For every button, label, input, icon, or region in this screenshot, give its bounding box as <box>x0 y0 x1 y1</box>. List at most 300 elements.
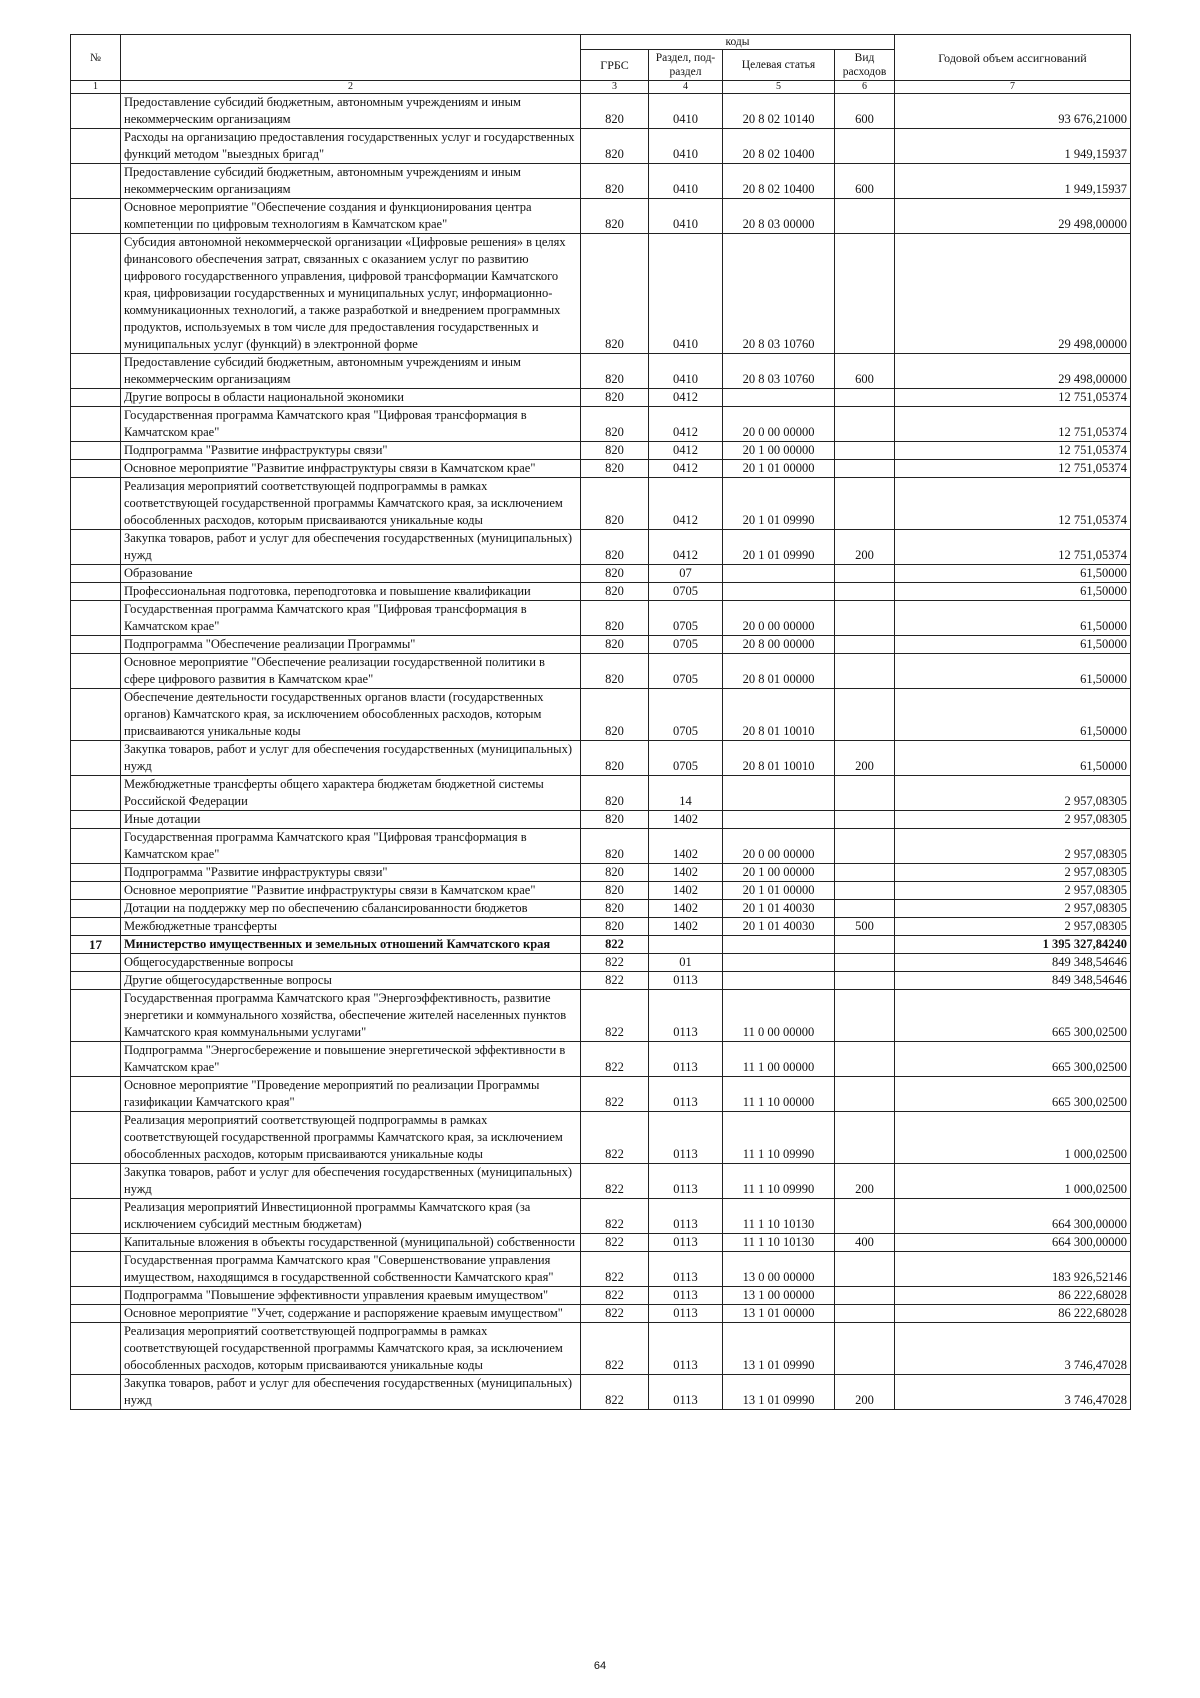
row-section: 07 <box>649 565 723 583</box>
row-target <box>723 389 835 407</box>
row-section: 0705 <box>649 583 723 601</box>
row-target: 11 1 10 10130 <box>723 1199 835 1234</box>
header-section: Раздел, под-раздел <box>649 50 723 81</box>
header-target: Целевая статья <box>723 50 835 81</box>
row-kind: 600 <box>835 164 895 199</box>
row-section: 0113 <box>649 972 723 990</box>
row-section: 0113 <box>649 1305 723 1323</box>
table-row <box>71 389 1131 407</box>
row-target <box>723 954 835 972</box>
row-number <box>71 164 121 199</box>
row-name: Закупка товаров, работ и услуг для обеспечения государственных (муниципальных) нужд <box>121 1164 581 1199</box>
row-kind <box>835 199 895 234</box>
row-kind <box>835 234 895 354</box>
row-section: 0410 <box>649 129 723 164</box>
table-row <box>71 1199 1131 1234</box>
row-name: Закупка товаров, работ и услуг для обеспечения государственных (муниципальных) нужд <box>121 1375 581 1410</box>
row-amount: 12 751,05374 <box>895 460 1131 478</box>
row-kind <box>835 972 895 990</box>
row-number <box>71 129 121 164</box>
header-num: № <box>71 35 121 81</box>
row-grbs: 820 <box>581 164 649 199</box>
table-row <box>71 442 1131 460</box>
row-name: Подпрограмма "Повышение эффективности управления краевым имуществом" <box>121 1287 581 1305</box>
table-row <box>71 1164 1131 1199</box>
table-row <box>71 636 1131 654</box>
row-kind: 200 <box>835 1375 895 1410</box>
row-section: 0705 <box>649 741 723 776</box>
row-target: 20 1 01 09990 <box>723 530 835 565</box>
row-grbs: 820 <box>581 407 649 442</box>
row-section: 0113 <box>649 1199 723 1234</box>
column-index-row <box>71 81 1131 94</box>
row-name: Подпрограмма "Развитие инфраструктуры связи" <box>121 442 581 460</box>
row-name: Предоставление субсидий бюджетным, автономным учреждениям и иным некоммерческим организациям <box>121 164 581 199</box>
row-grbs: 822 <box>581 1305 649 1323</box>
row-number <box>71 407 121 442</box>
row-kind <box>835 689 895 741</box>
row-name: Основное мероприятие "Развитие инфраструктуры связи в Камчатском крае" <box>121 882 581 900</box>
row-amount: 61,50000 <box>895 583 1131 601</box>
row-number <box>71 1375 121 1410</box>
budget-table <box>70 34 1131 1410</box>
row-target: 20 8 00 00000 <box>723 636 835 654</box>
row-target: 20 8 01 10010 <box>723 689 835 741</box>
row-target: 11 1 10 00000 <box>723 1077 835 1112</box>
row-number <box>71 1112 121 1164</box>
table-row <box>71 478 1131 530</box>
row-amount: 61,50000 <box>895 636 1131 654</box>
row-name: Предоставление субсидий бюджетным, автономным учреждениям и иным некоммерческим организациям <box>121 354 581 389</box>
row-target: 20 8 02 10140 <box>723 94 835 129</box>
row-grbs: 822 <box>581 1234 649 1252</box>
row-target <box>723 565 835 583</box>
row-kind <box>835 829 895 864</box>
row-amount: 61,50000 <box>895 601 1131 636</box>
row-amount: 61,50000 <box>895 654 1131 689</box>
row-name: Реализация мероприятий соответствующей подпрограммы в рамках соответствующей государственной программы Камчатского края, за исключением обособленных расходов, которым присваиваются уникальные коды <box>121 1323 581 1375</box>
table-row <box>71 199 1131 234</box>
column-index: 3 <box>581 81 649 94</box>
table-row <box>71 1375 1131 1410</box>
row-kind <box>835 1287 895 1305</box>
row-grbs: 820 <box>581 601 649 636</box>
row-number <box>71 954 121 972</box>
row-number <box>71 1164 121 1199</box>
row-name: Министерство имущественных и земельных отношений Камчатского края <box>121 936 581 954</box>
row-number <box>71 1077 121 1112</box>
row-section: 0412 <box>649 460 723 478</box>
row-number <box>71 1199 121 1234</box>
row-target <box>723 936 835 954</box>
row-amount: 86 222,68028 <box>895 1287 1131 1305</box>
row-name: Основное мероприятие "Развитие инфраструктуры связи в Камчатском крае" <box>121 460 581 478</box>
row-grbs: 820 <box>581 565 649 583</box>
table-row <box>71 234 1131 354</box>
row-amount: 849 348,54646 <box>895 954 1131 972</box>
table-row <box>71 164 1131 199</box>
row-number <box>71 460 121 478</box>
row-kind <box>835 389 895 407</box>
row-number <box>71 1042 121 1077</box>
row-amount: 12 751,05374 <box>895 530 1131 565</box>
row-target: 11 0 00 00000 <box>723 990 835 1042</box>
row-number <box>71 918 121 936</box>
row-number <box>71 530 121 565</box>
row-section: 14 <box>649 776 723 811</box>
row-kind <box>835 1077 895 1112</box>
row-number <box>71 1252 121 1287</box>
row-name: Государственная программа Камчатского края "Цифровая трансформация в Камчатском крае" <box>121 601 581 636</box>
row-target: 20 8 01 00000 <box>723 654 835 689</box>
row-amount: 12 751,05374 <box>895 478 1131 530</box>
row-target: 13 1 01 00000 <box>723 1305 835 1323</box>
row-section: 1402 <box>649 900 723 918</box>
table-row <box>71 741 1131 776</box>
row-section: 0412 <box>649 389 723 407</box>
row-kind: 200 <box>835 741 895 776</box>
table-row <box>71 900 1131 918</box>
table-row <box>71 918 1131 936</box>
row-grbs: 820 <box>581 900 649 918</box>
row-kind <box>835 1252 895 1287</box>
row-number <box>71 442 121 460</box>
row-grbs: 820 <box>581 234 649 354</box>
table-row <box>71 1323 1131 1375</box>
row-kind <box>835 900 895 918</box>
table-row <box>71 936 1131 954</box>
row-name: Другие общегосударственные вопросы <box>121 972 581 990</box>
row-grbs: 820 <box>581 94 649 129</box>
row-section: 1402 <box>649 829 723 864</box>
row-amount: 2 957,08305 <box>895 811 1131 829</box>
row-name: Реализация мероприятий Инвестиционной программы Камчатского края (за исключением субсидий местным бюджетам) <box>121 1199 581 1234</box>
row-amount: 183 926,52146 <box>895 1252 1131 1287</box>
table-row <box>71 460 1131 478</box>
row-section: 0412 <box>649 442 723 460</box>
row-number <box>71 900 121 918</box>
row-target: 13 0 00 00000 <box>723 1252 835 1287</box>
row-kind: 200 <box>835 530 895 565</box>
row-kind: 600 <box>835 354 895 389</box>
row-amount: 12 751,05374 <box>895 407 1131 442</box>
row-kind <box>835 601 895 636</box>
row-number <box>71 1305 121 1323</box>
row-kind <box>835 990 895 1042</box>
header-annual: Годовой объем ассигнований <box>895 35 1131 81</box>
row-kind <box>835 1112 895 1164</box>
row-amount: 1 949,15937 <box>895 129 1131 164</box>
table-row <box>71 654 1131 689</box>
row-section: 0410 <box>649 354 723 389</box>
row-section: 0113 <box>649 1287 723 1305</box>
header-row <box>71 35 1131 50</box>
row-amount: 12 751,05374 <box>895 389 1131 407</box>
row-amount: 664 300,00000 <box>895 1234 1131 1252</box>
row-kind <box>835 1323 895 1375</box>
column-index: 7 <box>895 81 1131 94</box>
row-target: 20 1 01 09990 <box>723 478 835 530</box>
row-kind <box>835 954 895 972</box>
row-section: 0705 <box>649 601 723 636</box>
row-target: 20 8 03 10760 <box>723 234 835 354</box>
row-number <box>71 354 121 389</box>
row-kind <box>835 776 895 811</box>
row-grbs: 822 <box>581 1042 649 1077</box>
row-target: 11 1 00 00000 <box>723 1042 835 1077</box>
row-name: Реализация мероприятий соответствующей подпрограммы в рамках соответствующей государственной программы Камчатского края, за исключением обособленных расходов, которым присваиваются уникальные коды <box>121 478 581 530</box>
row-name: Государственная программа Камчатского края "Цифровая трансформация в Камчатском крае" <box>121 829 581 864</box>
row-amount: 665 300,02500 <box>895 1042 1131 1077</box>
row-section: 0412 <box>649 407 723 442</box>
row-grbs: 822 <box>581 954 649 972</box>
row-number <box>71 972 121 990</box>
table-row <box>71 565 1131 583</box>
row-target: 20 1 01 00000 <box>723 882 835 900</box>
row-target: 20 1 00 00000 <box>723 864 835 882</box>
row-grbs: 820 <box>581 636 649 654</box>
row-grbs: 822 <box>581 1112 649 1164</box>
table-row <box>71 1287 1131 1305</box>
row-kind: 600 <box>835 94 895 129</box>
row-amount: 3 746,47028 <box>895 1323 1131 1375</box>
row-number <box>71 1323 121 1375</box>
header-codes: коды <box>581 35 895 50</box>
row-section: 0410 <box>649 164 723 199</box>
header-grbs: ГРБС <box>581 50 649 81</box>
row-name: Профессиональная подготовка, переподготовка и повышение квалификации <box>121 583 581 601</box>
row-grbs: 820 <box>581 478 649 530</box>
row-amount: 61,50000 <box>895 689 1131 741</box>
table-row <box>71 954 1131 972</box>
row-section: 0113 <box>649 1375 723 1410</box>
row-number <box>71 1234 121 1252</box>
table-row <box>71 1305 1131 1323</box>
row-grbs: 820 <box>581 811 649 829</box>
row-number <box>71 583 121 601</box>
row-target <box>723 811 835 829</box>
row-number <box>71 94 121 129</box>
row-section: 1402 <box>649 918 723 936</box>
row-amount: 1 000,02500 <box>895 1164 1131 1199</box>
row-grbs: 820 <box>581 530 649 565</box>
row-grbs: 820 <box>581 389 649 407</box>
row-section: 0705 <box>649 689 723 741</box>
row-kind <box>835 636 895 654</box>
column-index: 1 <box>71 81 121 94</box>
row-target: 11 1 10 09990 <box>723 1112 835 1164</box>
row-section: 0410 <box>649 94 723 129</box>
row-grbs: 820 <box>581 460 649 478</box>
table-row <box>71 689 1131 741</box>
table-row <box>71 990 1131 1042</box>
row-grbs: 820 <box>581 741 649 776</box>
row-section: 0705 <box>649 636 723 654</box>
row-amount: 29 498,00000 <box>895 234 1131 354</box>
row-name: Реализация мероприятий соответствующей подпрограммы в рамках соответствующей государственной программы Камчатского края, за исключением обособленных расходов, которым присваиваются уникальные коды <box>121 1112 581 1164</box>
row-name: Обеспечение деятельности государственных органов власти (государственных органов) Камчатского края, за исключением обособленных расходов, которым присваиваются уникальные коды <box>121 689 581 741</box>
row-grbs: 822 <box>581 1199 649 1234</box>
row-kind <box>835 882 895 900</box>
row-amount: 86 222,68028 <box>895 1305 1131 1323</box>
row-number <box>71 882 121 900</box>
row-amount: 2 957,08305 <box>895 864 1131 882</box>
row-grbs: 822 <box>581 936 649 954</box>
row-section: 1402 <box>649 811 723 829</box>
row-name: Государственная программа Камчатского края "Энергоэффективность, развитие энергетики и коммунального хозяйства, обеспечение жителей населенных пунктов Камчатского края коммунальными услугами" <box>121 990 581 1042</box>
row-amount: 3 746,47028 <box>895 1375 1131 1410</box>
row-section: 0113 <box>649 1164 723 1199</box>
row-grbs: 820 <box>581 776 649 811</box>
row-amount: 1 949,15937 <box>895 164 1131 199</box>
row-target: 13 1 00 00000 <box>723 1287 835 1305</box>
row-target <box>723 972 835 990</box>
table-row <box>71 811 1131 829</box>
row-number: 17 <box>71 936 121 954</box>
row-target: 20 8 03 10760 <box>723 354 835 389</box>
page-number: 64 <box>593 1660 607 1672</box>
row-kind <box>835 811 895 829</box>
row-amount: 665 300,02500 <box>895 1077 1131 1112</box>
row-name: Расходы на организацию предоставления государственных услуг и государственных функций методом "выездных бригад" <box>121 129 581 164</box>
row-kind: 400 <box>835 1234 895 1252</box>
row-name: Капитальные вложения в объекты государственной (муниципальной) собственности <box>121 1234 581 1252</box>
row-grbs: 822 <box>581 1077 649 1112</box>
row-number <box>71 741 121 776</box>
row-target: 20 8 01 10010 <box>723 741 835 776</box>
row-kind <box>835 864 895 882</box>
header-name <box>121 35 581 81</box>
row-name: Подпрограмма "Развитие инфраструктуры связи" <box>121 864 581 882</box>
row-name: Закупка товаров, работ и услуг для обеспечения государственных (муниципальных) нужд <box>121 741 581 776</box>
row-number <box>71 990 121 1042</box>
row-name: Основное мероприятие "Учет, содержание и распоряжение краевым имуществом" <box>121 1305 581 1323</box>
row-kind: 200 <box>835 1164 895 1199</box>
row-kind <box>835 1042 895 1077</box>
row-kind <box>835 936 895 954</box>
row-grbs: 822 <box>581 1323 649 1375</box>
row-name: Государственная программа Камчатского края "Цифровая трансформация в Камчатском крае" <box>121 407 581 442</box>
row-number <box>71 389 121 407</box>
row-kind: 500 <box>835 918 895 936</box>
row-name: Закупка товаров, работ и услуг для обеспечения государственных (муниципальных) нужд <box>121 530 581 565</box>
row-number <box>71 864 121 882</box>
row-name: Дотации на поддержку мер по обеспечению сбалансированности бюджетов <box>121 900 581 918</box>
row-amount: 2 957,08305 <box>895 900 1131 918</box>
row-amount: 2 957,08305 <box>895 829 1131 864</box>
row-name: Образование <box>121 565 581 583</box>
row-target: 20 8 02 10400 <box>723 164 835 199</box>
column-index: 6 <box>835 81 895 94</box>
row-name: Межбюджетные трансферты общего характера бюджетам бюджетной системы Российской Федерации <box>121 776 581 811</box>
row-number <box>71 565 121 583</box>
row-number <box>71 234 121 354</box>
row-name: Межбюджетные трансферты <box>121 918 581 936</box>
row-target: 20 8 03 00000 <box>723 199 835 234</box>
row-kind <box>835 654 895 689</box>
row-amount: 2 957,08305 <box>895 918 1131 936</box>
row-kind <box>835 129 895 164</box>
column-index: 2 <box>121 81 581 94</box>
row-grbs: 820 <box>581 882 649 900</box>
row-amount: 664 300,00000 <box>895 1199 1131 1234</box>
row-target: 13 1 01 09990 <box>723 1375 835 1410</box>
row-section: 0412 <box>649 530 723 565</box>
header-kind: Вид расходов <box>835 50 895 81</box>
row-kind <box>835 460 895 478</box>
table-row <box>71 94 1131 129</box>
row-section: 0113 <box>649 1077 723 1112</box>
table-row <box>71 1042 1131 1077</box>
row-number <box>71 478 121 530</box>
row-section: 0705 <box>649 654 723 689</box>
row-grbs: 820 <box>581 199 649 234</box>
row-grbs: 820 <box>581 864 649 882</box>
row-grbs: 820 <box>581 654 649 689</box>
row-section: 0113 <box>649 1112 723 1164</box>
row-grbs: 822 <box>581 1252 649 1287</box>
row-section: 0410 <box>649 199 723 234</box>
row-name: Иные дотации <box>121 811 581 829</box>
row-amount: 849 348,54646 <box>895 972 1131 990</box>
row-grbs: 822 <box>581 1164 649 1199</box>
table-row <box>71 1112 1131 1164</box>
row-amount: 665 300,02500 <box>895 990 1131 1042</box>
row-kind <box>835 442 895 460</box>
row-name: Субсидия автономной некоммерческой организации «Цифровые решения» в целях финансового обеспечения затрат, связанных с оказанием услуг по развитию цифрового государственного управления, цифровой трансформации Камчатского края, цифровизации государственных и муниципальных услуг, информационно-коммуникационных технологий, а также разработкой и внедрением программных продуктов, используемых в том числе для предоставления государственных и муниципальных услуг (функций) в электронной форме <box>121 234 581 354</box>
row-name: Государственная программа Камчатского края "Совершенствование управления имуществом, находящимся в государственной собственности Камчатского края" <box>121 1252 581 1287</box>
row-grbs: 820 <box>581 689 649 741</box>
row-grbs: 822 <box>581 1287 649 1305</box>
table-row <box>71 129 1131 164</box>
table-row <box>71 601 1131 636</box>
row-amount: 61,50000 <box>895 741 1131 776</box>
row-section: 0113 <box>649 1234 723 1252</box>
row-amount: 29 498,00000 <box>895 354 1131 389</box>
row-kind <box>835 478 895 530</box>
row-target: 20 1 01 00000 <box>723 460 835 478</box>
row-name: Основное мероприятие "Обеспечение реализации государственной политики в сфере цифрового развития в Камчатском крае" <box>121 654 581 689</box>
table-row <box>71 530 1131 565</box>
column-index: 5 <box>723 81 835 94</box>
column-index: 4 <box>649 81 723 94</box>
row-target: 20 1 01 40030 <box>723 918 835 936</box>
row-grbs: 820 <box>581 829 649 864</box>
row-amount: 61,50000 <box>895 565 1131 583</box>
table-row <box>71 583 1131 601</box>
row-grbs: 820 <box>581 129 649 164</box>
row-amount: 1 000,02500 <box>895 1112 1131 1164</box>
row-number <box>71 689 121 741</box>
row-section: 0113 <box>649 990 723 1042</box>
row-amount: 2 957,08305 <box>895 882 1131 900</box>
row-name: Подпрограмма "Энергосбережение и повышение энергетической эффективности в Камчатском крае" <box>121 1042 581 1077</box>
table-row <box>71 776 1131 811</box>
row-amount: 2 957,08305 <box>895 776 1131 811</box>
row-section: 1402 <box>649 864 723 882</box>
row-kind <box>835 565 895 583</box>
row-grbs: 822 <box>581 990 649 1042</box>
row-section: 1402 <box>649 882 723 900</box>
row-amount: 1 395 327,84240 <box>895 936 1131 954</box>
row-target: 13 1 01 09990 <box>723 1323 835 1375</box>
row-amount: 93 676,21000 <box>895 94 1131 129</box>
row-target: 20 1 00 00000 <box>723 442 835 460</box>
table-row <box>71 354 1131 389</box>
row-kind <box>835 1199 895 1234</box>
row-number <box>71 1287 121 1305</box>
row-number <box>71 776 121 811</box>
